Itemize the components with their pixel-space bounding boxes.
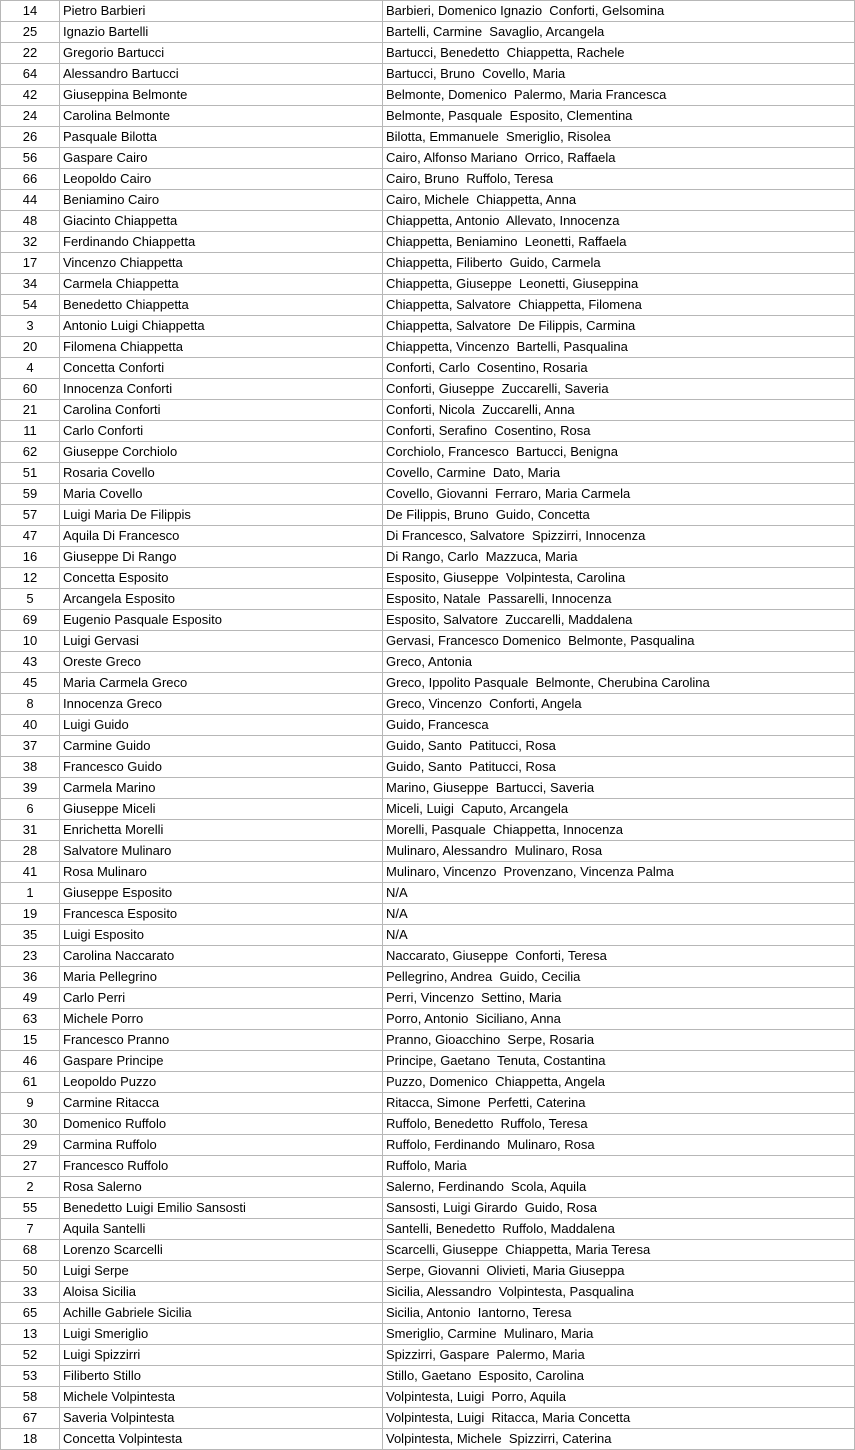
table-row <box>1 526 855 547</box>
cell-name[interactable]: Luigi Esposito <box>60 925 383 946</box>
table-row <box>1 967 855 988</box>
cell-name[interactable]: Luigi Serpe <box>60 1261 383 1282</box>
cell-parents[interactable]: Greco, Antonia <box>383 652 855 673</box>
table-row <box>1 148 855 169</box>
cell-parents[interactable]: Sicilia, Alessandro Volpintesta, Pasqualina <box>383 1282 855 1303</box>
cell-name[interactable]: Carlo Conforti <box>60 421 383 442</box>
table-row <box>1 589 855 610</box>
cell-id[interactable]: 66 <box>1 169 60 190</box>
cell-parents[interactable]: N/A <box>383 904 855 925</box>
cell-parents[interactable]: Cairo, Michele Chiappetta, Anna <box>383 190 855 211</box>
cell-parents[interactable]: Stillo, Gaetano Esposito, Carolina <box>383 1366 855 1387</box>
cell-parents[interactable]: Ruffolo, Maria <box>383 1156 855 1177</box>
table-row <box>1 337 855 358</box>
cell-name[interactable]: Enrichetta Morelli <box>60 820 383 841</box>
cell-name[interactable]: Arcangela Esposito <box>60 589 383 610</box>
cell-name[interactable]: Leopoldo Puzzo <box>60 1072 383 1093</box>
cell-name[interactable]: Leopoldo Cairo <box>60 169 383 190</box>
cell-parents[interactable]: Salerno, Ferdinando Scola, Aquila <box>383 1177 855 1198</box>
table-row <box>1 1135 855 1156</box>
cell-id[interactable]: 26 <box>1 127 60 148</box>
table-row <box>1 127 855 148</box>
table-row <box>1 1282 855 1303</box>
cell-parents[interactable]: Chiappetta, Filiberto Guido, Carmela <box>383 253 855 274</box>
cell-id[interactable]: 62 <box>1 442 60 463</box>
cell-name[interactable]: Luigi Maria De Filippis <box>60 505 383 526</box>
cell-id[interactable]: 46 <box>1 1051 60 1072</box>
cell-name[interactable]: Aquila Santelli <box>60 1219 383 1240</box>
cell-parents[interactable]: Covello, Giovanni Ferraro, Maria Carmela <box>383 484 855 505</box>
cell-parents[interactable]: Sansosti, Luigi Girardo Guido, Rosa <box>383 1198 855 1219</box>
cell-parents[interactable]: Perri, Vincenzo Settino, Maria <box>383 988 855 1009</box>
cell-name[interactable]: Aquila Di Francesco <box>60 526 383 547</box>
cell-name[interactable]: Michele Porro <box>60 1009 383 1030</box>
cell-id[interactable]: 12 <box>1 568 60 589</box>
cell-parents[interactable]: Di Francesco, Salvatore Spizzirri, Innocenza <box>383 526 855 547</box>
table-row <box>1 64 855 85</box>
cell-name[interactable]: Lorenzo Scarcelli <box>60 1240 383 1261</box>
cell-name[interactable]: Gaspare Cairo <box>60 148 383 169</box>
cell-name[interactable]: Achille Gabriele Sicilia <box>60 1303 383 1324</box>
cell-id[interactable]: 64 <box>1 64 60 85</box>
cell-id[interactable]: 17 <box>1 253 60 274</box>
table-row <box>1 85 855 106</box>
cell-parents[interactable]: Chiappetta, Giuseppe Leonetti, Giuseppina <box>383 274 855 295</box>
cell-id[interactable]: 53 <box>1 1366 60 1387</box>
cell-name[interactable]: Carmela Marino <box>60 778 383 799</box>
cell-parents[interactable]: Di Rango, Carlo Mazzuca, Maria <box>383 547 855 568</box>
cell-id[interactable]: 63 <box>1 1009 60 1030</box>
table-row <box>1 505 855 526</box>
cell-id[interactable]: 52 <box>1 1345 60 1366</box>
table-row <box>1 673 855 694</box>
cell-id[interactable]: 23 <box>1 946 60 967</box>
cell-name[interactable]: Maria Pellegrino <box>60 967 383 988</box>
table-row <box>1 1177 855 1198</box>
cell-parents[interactable]: Pranno, Gioacchino Serpe, Rosaria <box>383 1030 855 1051</box>
cell-name[interactable]: Alessandro Bartucci <box>60 64 383 85</box>
table-row <box>1 988 855 1009</box>
cell-id[interactable]: 60 <box>1 379 60 400</box>
cell-id[interactable]: 28 <box>1 841 60 862</box>
cell-parents[interactable]: Ruffolo, Ferdinando Mulinaro, Rosa <box>383 1135 855 1156</box>
cell-id[interactable]: 54 <box>1 295 60 316</box>
cell-id[interactable]: 10 <box>1 631 60 652</box>
cell-parents[interactable]: Mulinaro, Alessandro Mulinaro, Rosa <box>383 841 855 862</box>
cell-parents[interactable]: Gervasi, Francesco Domenico Belmonte, Pasqualina <box>383 631 855 652</box>
table-row <box>1 925 855 946</box>
cell-name[interactable]: Ferdinando Chiappetta <box>60 232 383 253</box>
table-row <box>1 106 855 127</box>
cell-parents[interactable]: Spizzirri, Gaspare Palermo, Maria <box>383 1345 855 1366</box>
cell-parents[interactable]: Esposito, Giuseppe Volpintesta, Carolina <box>383 568 855 589</box>
cell-parents[interactable]: Serpe, Giovanni Olivieti, Maria Giuseppa <box>383 1261 855 1282</box>
cell-id[interactable]: 13 <box>1 1324 60 1345</box>
cell-parents[interactable]: Chiappetta, Antonio Allevato, Innocenza <box>383 211 855 232</box>
table-row <box>1 610 855 631</box>
cell-parents[interactable]: Puzzo, Domenico Chiappetta, Angela <box>383 1072 855 1093</box>
cell-name[interactable]: Gaspare Principe <box>60 1051 383 1072</box>
cell-id[interactable]: 68 <box>1 1240 60 1261</box>
cell-name[interactable]: Carolina Conforti <box>60 400 383 421</box>
table-row <box>1 1093 855 1114</box>
cell-name[interactable]: Luigi Smeriglio <box>60 1324 383 1345</box>
cell-name[interactable]: Concetta Volpintesta <box>60 1429 383 1450</box>
cell-parents[interactable]: Cairo, Alfonso Mariano Orrico, Raffaela <box>383 148 855 169</box>
cell-name[interactable]: Francesco Guido <box>60 757 383 778</box>
cell-name[interactable]: Concetta Conforti <box>60 358 383 379</box>
cell-id[interactable]: 14 <box>1 1 60 22</box>
cell-name[interactable]: Michele Volpintesta <box>60 1387 383 1408</box>
cell-id[interactable]: 56 <box>1 148 60 169</box>
cell-name[interactable]: Innocenza Greco <box>60 694 383 715</box>
table-row <box>1 1387 855 1408</box>
cell-parents[interactable]: Greco, Ippolito Pasquale Belmonte, Cherubina Carolina <box>383 673 855 694</box>
cell-name[interactable]: Carlo Perri <box>60 988 383 1009</box>
cell-parents[interactable]: Mulinaro, Vincenzo Provenzano, Vincenza Palma <box>383 862 855 883</box>
cell-parents[interactable]: Belmonte, Pasquale Esposito, Clementina <box>383 106 855 127</box>
cell-name[interactable]: Vincenzo Chiappetta <box>60 253 383 274</box>
table-row <box>1 1198 855 1219</box>
table-row <box>1 1408 855 1429</box>
cell-id[interactable]: 49 <box>1 988 60 1009</box>
cell-id[interactable]: 30 <box>1 1114 60 1135</box>
cell-id[interactable]: 67 <box>1 1408 60 1429</box>
cell-name[interactable]: Concetta Esposito <box>60 568 383 589</box>
cell-name[interactable]: Innocenza Conforti <box>60 379 383 400</box>
cell-name[interactable]: Rosa Salerno <box>60 1177 383 1198</box>
table-row <box>1 1261 855 1282</box>
table-row <box>1 1051 855 1072</box>
cell-name[interactable]: Eugenio Pasquale Esposito <box>60 610 383 631</box>
cell-name[interactable]: Carmine Guido <box>60 736 383 757</box>
cell-id[interactable]: 15 <box>1 1030 60 1051</box>
cell-name[interactable]: Domenico Ruffolo <box>60 1114 383 1135</box>
cell-id[interactable]: 20 <box>1 337 60 358</box>
cell-parents[interactable]: Principe, Gaetano Tenuta, Costantina <box>383 1051 855 1072</box>
cell-parents[interactable]: Guido, Santo Patitucci, Rosa <box>383 757 855 778</box>
cell-name[interactable]: Francesco Pranno <box>60 1030 383 1051</box>
table-row <box>1 904 855 925</box>
table-row <box>1 169 855 190</box>
table-row <box>1 1429 855 1450</box>
cell-parents[interactable]: Santelli, Benedetto Ruffolo, Maddalena <box>383 1219 855 1240</box>
cell-id[interactable]: 37 <box>1 736 60 757</box>
cell-parents[interactable]: Greco, Vincenzo Conforti, Angela <box>383 694 855 715</box>
table-row <box>1 799 855 820</box>
cell-parents[interactable]: Chiappetta, Beniamino Leonetti, Raffaela <box>383 232 855 253</box>
table-row <box>1 379 855 400</box>
cell-parents[interactable]: Chiappetta, Vincenzo Bartelli, Pasqualina <box>383 337 855 358</box>
table-row <box>1 1219 855 1240</box>
cell-name[interactable]: Salvatore Mulinaro <box>60 841 383 862</box>
cell-parents[interactable]: Sicilia, Antonio Iantorno, Teresa <box>383 1303 855 1324</box>
table-row <box>1 757 855 778</box>
cell-id[interactable]: 44 <box>1 190 60 211</box>
cell-name[interactable]: Filiberto Stillo <box>60 1366 383 1387</box>
cell-name[interactable]: Benedetto Chiappetta <box>60 295 383 316</box>
table-row <box>1 253 855 274</box>
cell-parents[interactable]: Covello, Carmine Dato, Maria <box>383 463 855 484</box>
cell-parents[interactable]: Esposito, Salvatore Zuccarelli, Maddalena <box>383 610 855 631</box>
cell-name[interactable]: Gregorio Bartucci <box>60 43 383 64</box>
cell-id[interactable]: 1 <box>1 883 60 904</box>
cell-id[interactable]: 8 <box>1 694 60 715</box>
cell-name[interactable]: Ignazio Bartelli <box>60 22 383 43</box>
cell-parents[interactable]: Ritacca, Simone Perfetti, Caterina <box>383 1093 855 1114</box>
table-row <box>1 1030 855 1051</box>
cell-name[interactable]: Giacinto Chiappetta <box>60 211 383 232</box>
table-row <box>1 568 855 589</box>
cell-id[interactable]: 31 <box>1 820 60 841</box>
table-row <box>1 946 855 967</box>
table-row <box>1 463 855 484</box>
cell-parents[interactable]: Morelli, Pasquale Chiappetta, Innocenza <box>383 820 855 841</box>
cell-name[interactable]: Saveria Volpintesta <box>60 1408 383 1429</box>
cell-parents[interactable]: Volpintesta, Michele Spizzirri, Caterina <box>383 1429 855 1450</box>
cell-name[interactable]: Carolina Naccarato <box>60 946 383 967</box>
table-row <box>1 820 855 841</box>
cell-id[interactable]: 5 <box>1 589 60 610</box>
cell-name[interactable]: Rosa Mulinaro <box>60 862 383 883</box>
cell-parents[interactable]: Pellegrino, Andrea Guido, Cecilia <box>383 967 855 988</box>
table-row <box>1 841 855 862</box>
cell-id[interactable]: 48 <box>1 211 60 232</box>
cell-id[interactable]: 50 <box>1 1261 60 1282</box>
cell-id[interactable]: 19 <box>1 904 60 925</box>
cell-id[interactable]: 33 <box>1 1282 60 1303</box>
cell-name[interactable]: Luigi Gervasi <box>60 631 383 652</box>
cell-id[interactable]: 29 <box>1 1135 60 1156</box>
cell-parents[interactable]: Porro, Antonio Siciliano, Anna <box>383 1009 855 1030</box>
cell-parents[interactable]: De Filippis, Bruno Guido, Concetta <box>383 505 855 526</box>
cell-name[interactable]: Maria Carmela Greco <box>60 673 383 694</box>
cell-id[interactable]: 59 <box>1 484 60 505</box>
cell-id[interactable]: 6 <box>1 799 60 820</box>
cell-parents[interactable]: Marino, Giuseppe Bartucci, Saveria <box>383 778 855 799</box>
table-row <box>1 736 855 757</box>
cell-parents[interactable]: Conforti, Giuseppe Zuccarelli, Saveria <box>383 379 855 400</box>
cell-id[interactable]: 35 <box>1 925 60 946</box>
cell-id[interactable]: 65 <box>1 1303 60 1324</box>
table-row <box>1 883 855 904</box>
cell-id[interactable]: 27 <box>1 1156 60 1177</box>
cell-name[interactable]: Rosaria Covello <box>60 463 383 484</box>
cell-id[interactable]: 42 <box>1 85 60 106</box>
table-row <box>1 190 855 211</box>
cell-name[interactable]: Giuseppina Belmonte <box>60 85 383 106</box>
cell-id[interactable]: 7 <box>1 1219 60 1240</box>
table-row <box>1 1324 855 1345</box>
cell-id[interactable]: 3 <box>1 316 60 337</box>
cell-parents[interactable]: Bilotta, Emmanuele Smeriglio, Risolea <box>383 127 855 148</box>
table-row <box>1 316 855 337</box>
table-row <box>1 232 855 253</box>
cell-id[interactable]: 43 <box>1 652 60 673</box>
cell-name[interactable]: Luigi Guido <box>60 715 383 736</box>
table-row <box>1 694 855 715</box>
table-row <box>1 211 855 232</box>
table-row <box>1 778 855 799</box>
cell-id[interactable]: 16 <box>1 547 60 568</box>
cell-id[interactable]: 45 <box>1 673 60 694</box>
cell-id[interactable]: 61 <box>1 1072 60 1093</box>
table-row <box>1 358 855 379</box>
table-row <box>1 547 855 568</box>
cell-id[interactable]: 34 <box>1 274 60 295</box>
cell-parents[interactable]: Cairo, Bruno Ruffolo, Teresa <box>383 169 855 190</box>
cell-id[interactable]: 38 <box>1 757 60 778</box>
cell-parents[interactable]: Barbieri, Domenico Ignazio Conforti, Gelsomina <box>383 1 855 22</box>
table-row <box>1 274 855 295</box>
table-row <box>1 1366 855 1387</box>
table-row <box>1 43 855 64</box>
cell-id[interactable]: 4 <box>1 358 60 379</box>
cell-parents[interactable]: Ruffolo, Benedetto Ruffolo, Teresa <box>383 1114 855 1135</box>
table-row <box>1 442 855 463</box>
cell-parents[interactable]: Scarcelli, Giuseppe Chiappetta, Maria Teresa <box>383 1240 855 1261</box>
cell-name[interactable]: Giuseppe Corchiolo <box>60 442 383 463</box>
cell-name[interactable]: Giuseppe Esposito <box>60 883 383 904</box>
cell-name[interactable]: Pietro Barbieri <box>60 1 383 22</box>
cell-id[interactable]: 55 <box>1 1198 60 1219</box>
cell-name[interactable]: Giuseppe Miceli <box>60 799 383 820</box>
cell-id[interactable]: 18 <box>1 1429 60 1450</box>
cell-id[interactable]: 51 <box>1 463 60 484</box>
cell-parents[interactable]: Bartelli, Carmine Savaglio, Arcangela <box>383 22 855 43</box>
table-row <box>1 484 855 505</box>
table-row <box>1 295 855 316</box>
cell-id[interactable]: 22 <box>1 43 60 64</box>
cell-name[interactable]: Giuseppe Di Rango <box>60 547 383 568</box>
cell-parents[interactable]: Chiappetta, Salvatore Chiappetta, Filomena <box>383 295 855 316</box>
table-row <box>1 400 855 421</box>
cell-name[interactable]: Francesca Esposito <box>60 904 383 925</box>
table-row <box>1 1156 855 1177</box>
cell-name[interactable]: Pasquale Bilotta <box>60 127 383 148</box>
cell-name[interactable]: Oreste Greco <box>60 652 383 673</box>
cell-name[interactable]: Carmina Ruffolo <box>60 1135 383 1156</box>
cell-id[interactable]: 2 <box>1 1177 60 1198</box>
cell-name[interactable]: Benedetto Luigi Emilio Sansosti <box>60 1198 383 1219</box>
cell-id[interactable]: 41 <box>1 862 60 883</box>
cell-name[interactable]: Maria Covello <box>60 484 383 505</box>
cell-name[interactable]: Antonio Luigi Chiappetta <box>60 316 383 337</box>
cell-name[interactable]: Aloisa Sicilia <box>60 1282 383 1303</box>
table-row <box>1 1009 855 1030</box>
table-row <box>1 1345 855 1366</box>
cell-id[interactable]: 21 <box>1 400 60 421</box>
cell-parents[interactable]: Volpintesta, Luigi Porro, Aquila <box>383 1387 855 1408</box>
table-row <box>1 652 855 673</box>
cell-id[interactable]: 39 <box>1 778 60 799</box>
cell-id[interactable]: 9 <box>1 1093 60 1114</box>
cell-name[interactable]: Carmela Chiappetta <box>60 274 383 295</box>
cell-id[interactable]: 24 <box>1 106 60 127</box>
cell-parents[interactable]: Miceli, Luigi Caputo, Arcangela <box>383 799 855 820</box>
cell-name[interactable]: Francesco Ruffolo <box>60 1156 383 1177</box>
cell-parents[interactable]: Conforti, Serafino Cosentino, Rosa <box>383 421 855 442</box>
cell-parents[interactable]: N/A <box>383 925 855 946</box>
cell-name[interactable]: Beniamino Cairo <box>60 190 383 211</box>
table-row <box>1 715 855 736</box>
cell-parents[interactable]: Naccarato, Giuseppe Conforti, Teresa <box>383 946 855 967</box>
cell-parents[interactable]: Guido, Santo Patitucci, Rosa <box>383 736 855 757</box>
cell-id[interactable]: 11 <box>1 421 60 442</box>
cell-id[interactable]: 69 <box>1 610 60 631</box>
cell-id[interactable]: 47 <box>1 526 60 547</box>
cell-parents[interactable]: Smeriglio, Carmine Mulinaro, Maria <box>383 1324 855 1345</box>
cell-id[interactable]: 36 <box>1 967 60 988</box>
cell-parents[interactable]: Esposito, Natale Passarelli, Innocenza <box>383 589 855 610</box>
cell-id[interactable]: 57 <box>1 505 60 526</box>
cell-name[interactable]: Luigi Spizzirri <box>60 1345 383 1366</box>
table-row <box>1 1114 855 1135</box>
cell-parents[interactable]: Conforti, Nicola Zuccarelli, Anna <box>383 400 855 421</box>
cell-parents[interactable]: Volpintesta, Luigi Ritacca, Maria Concetta <box>383 1408 855 1429</box>
table-row <box>1 1072 855 1093</box>
cell-parents[interactable]: Corchiolo, Francesco Bartucci, Benigna <box>383 442 855 463</box>
table-row <box>1 1 855 22</box>
cell-name[interactable]: Carmine Ritacca <box>60 1093 383 1114</box>
cell-parents[interactable]: Bartucci, Benedetto Chiappetta, Rachele <box>383 43 855 64</box>
table-row <box>1 22 855 43</box>
cell-name[interactable]: Carolina Belmonte <box>60 106 383 127</box>
cell-id[interactable]: 40 <box>1 715 60 736</box>
cell-parents[interactable]: Guido, Francesca <box>383 715 855 736</box>
cell-parents[interactable]: Belmonte, Domenico Palermo, Maria Francesca <box>383 85 855 106</box>
cell-parents[interactable]: N/A <box>383 883 855 904</box>
table-row <box>1 421 855 442</box>
records-table-body <box>1 1 855 1450</box>
cell-id[interactable]: 25 <box>1 22 60 43</box>
table-row <box>1 631 855 652</box>
cell-parents[interactable]: Chiappetta, Salvatore De Filippis, Carmina <box>383 316 855 337</box>
table-row <box>1 1240 855 1261</box>
cell-id[interactable]: 58 <box>1 1387 60 1408</box>
table-row <box>1 1303 855 1324</box>
cell-parents[interactable]: Bartucci, Bruno Covello, Maria <box>383 64 855 85</box>
cell-name[interactable]: Filomena Chiappetta <box>60 337 383 358</box>
table-row <box>1 862 855 883</box>
cell-id[interactable]: 32 <box>1 232 60 253</box>
cell-parents[interactable]: Conforti, Carlo Cosentino, Rosaria <box>383 358 855 379</box>
